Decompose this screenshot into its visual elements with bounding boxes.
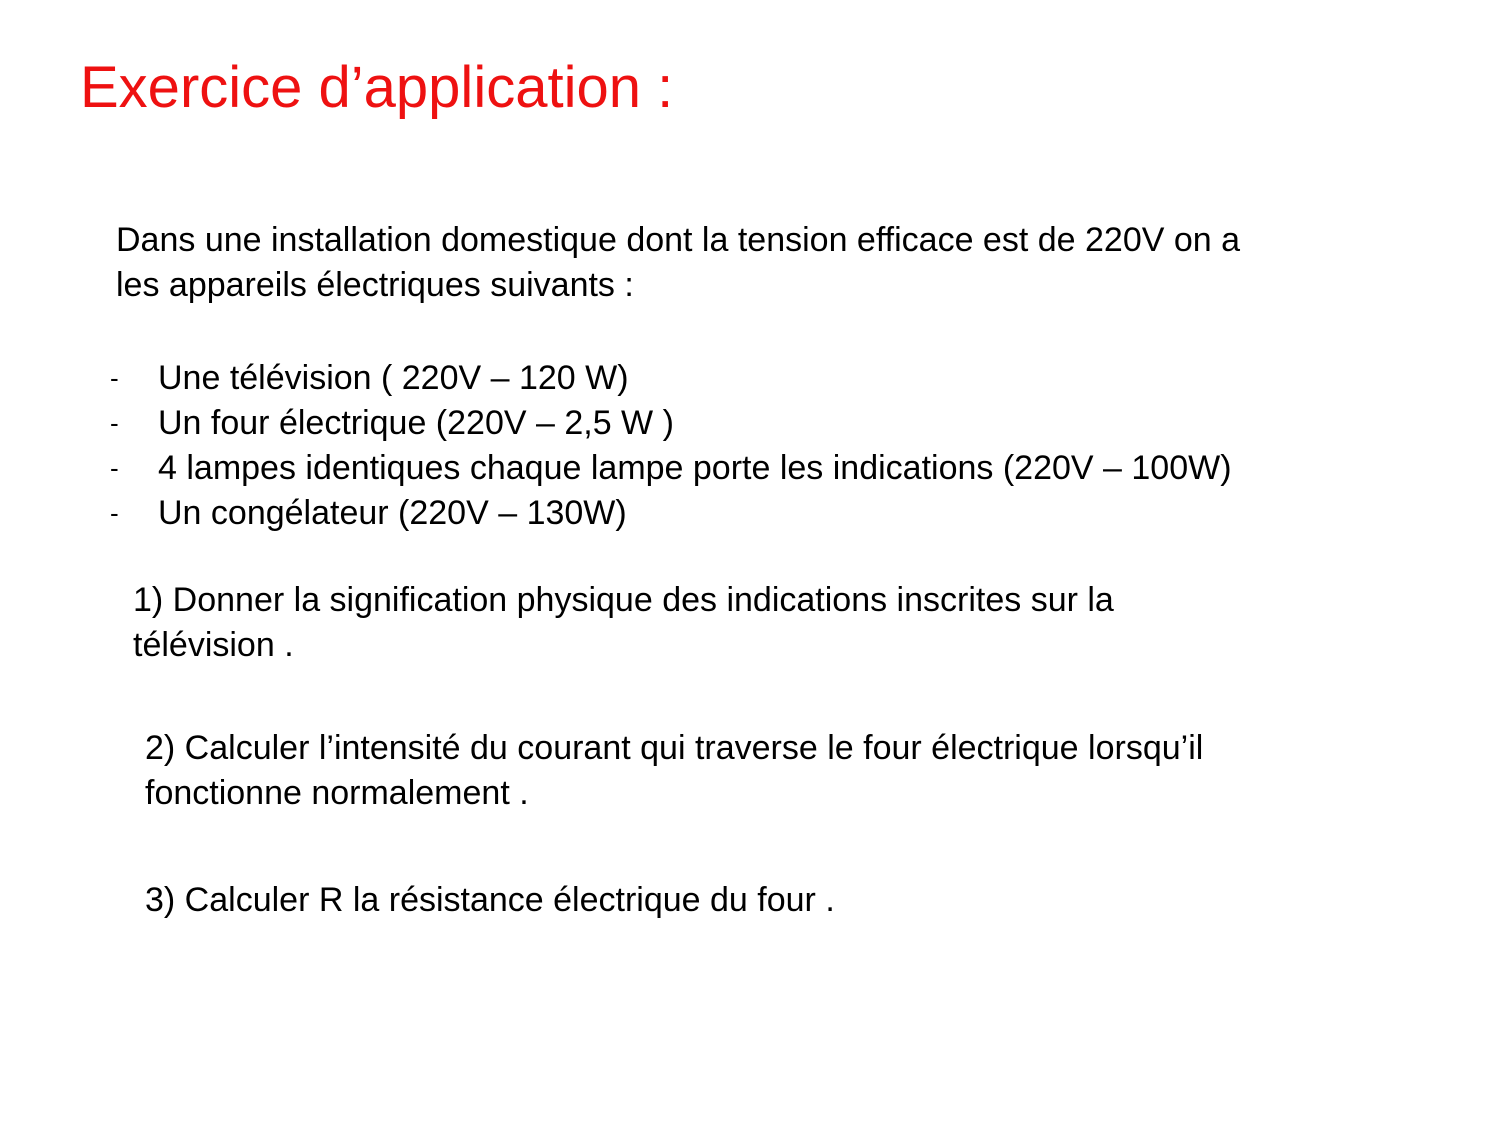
list-bullet: - — [110, 498, 119, 528]
list-bullet: - — [110, 363, 119, 393]
intro-line: les appareils électriques suivants : — [116, 266, 634, 304]
question-3 — [145, 878, 835, 923]
list-item-text: Un four électrique (220V – 2,5 W ) — [158, 404, 674, 442]
device-list — [110, 356, 1232, 536]
question-line: 3) Calculer R la résistance électrique du four . — [145, 881, 835, 919]
list-bullet: - — [110, 408, 119, 438]
list-bullet: - — [110, 453, 119, 483]
intro-paragraph — [116, 218, 1416, 308]
question-line: 1) Donner la signification physique des indications inscrites sur la — [133, 581, 1114, 619]
question-line: 2) Calculer l’intensité du courant qui traverse le four électrique lorsqu’il — [145, 729, 1204, 767]
question-line: télévision . — [133, 626, 294, 664]
question-line: fonctionne normalement . — [145, 774, 529, 812]
question-2 — [145, 726, 1203, 816]
list-item-text: Un congélateur (220V – 130W) — [158, 494, 627, 532]
list-item — [110, 491, 1232, 536]
list-item-text: Une télévision ( 220V – 120 W) — [158, 359, 629, 397]
intro-line: Dans une installation domestique dont la tension efficace est de 220V on a — [116, 221, 1241, 259]
list-item-text: 4 lampes identiques chaque lampe porte les indications (220V – 100W) — [158, 449, 1232, 487]
page-title: Exercice d’application : — [80, 55, 674, 120]
list-item — [110, 446, 1232, 491]
list-item — [110, 401, 1232, 446]
question-1 — [133, 578, 1114, 668]
list-item — [110, 356, 1232, 401]
